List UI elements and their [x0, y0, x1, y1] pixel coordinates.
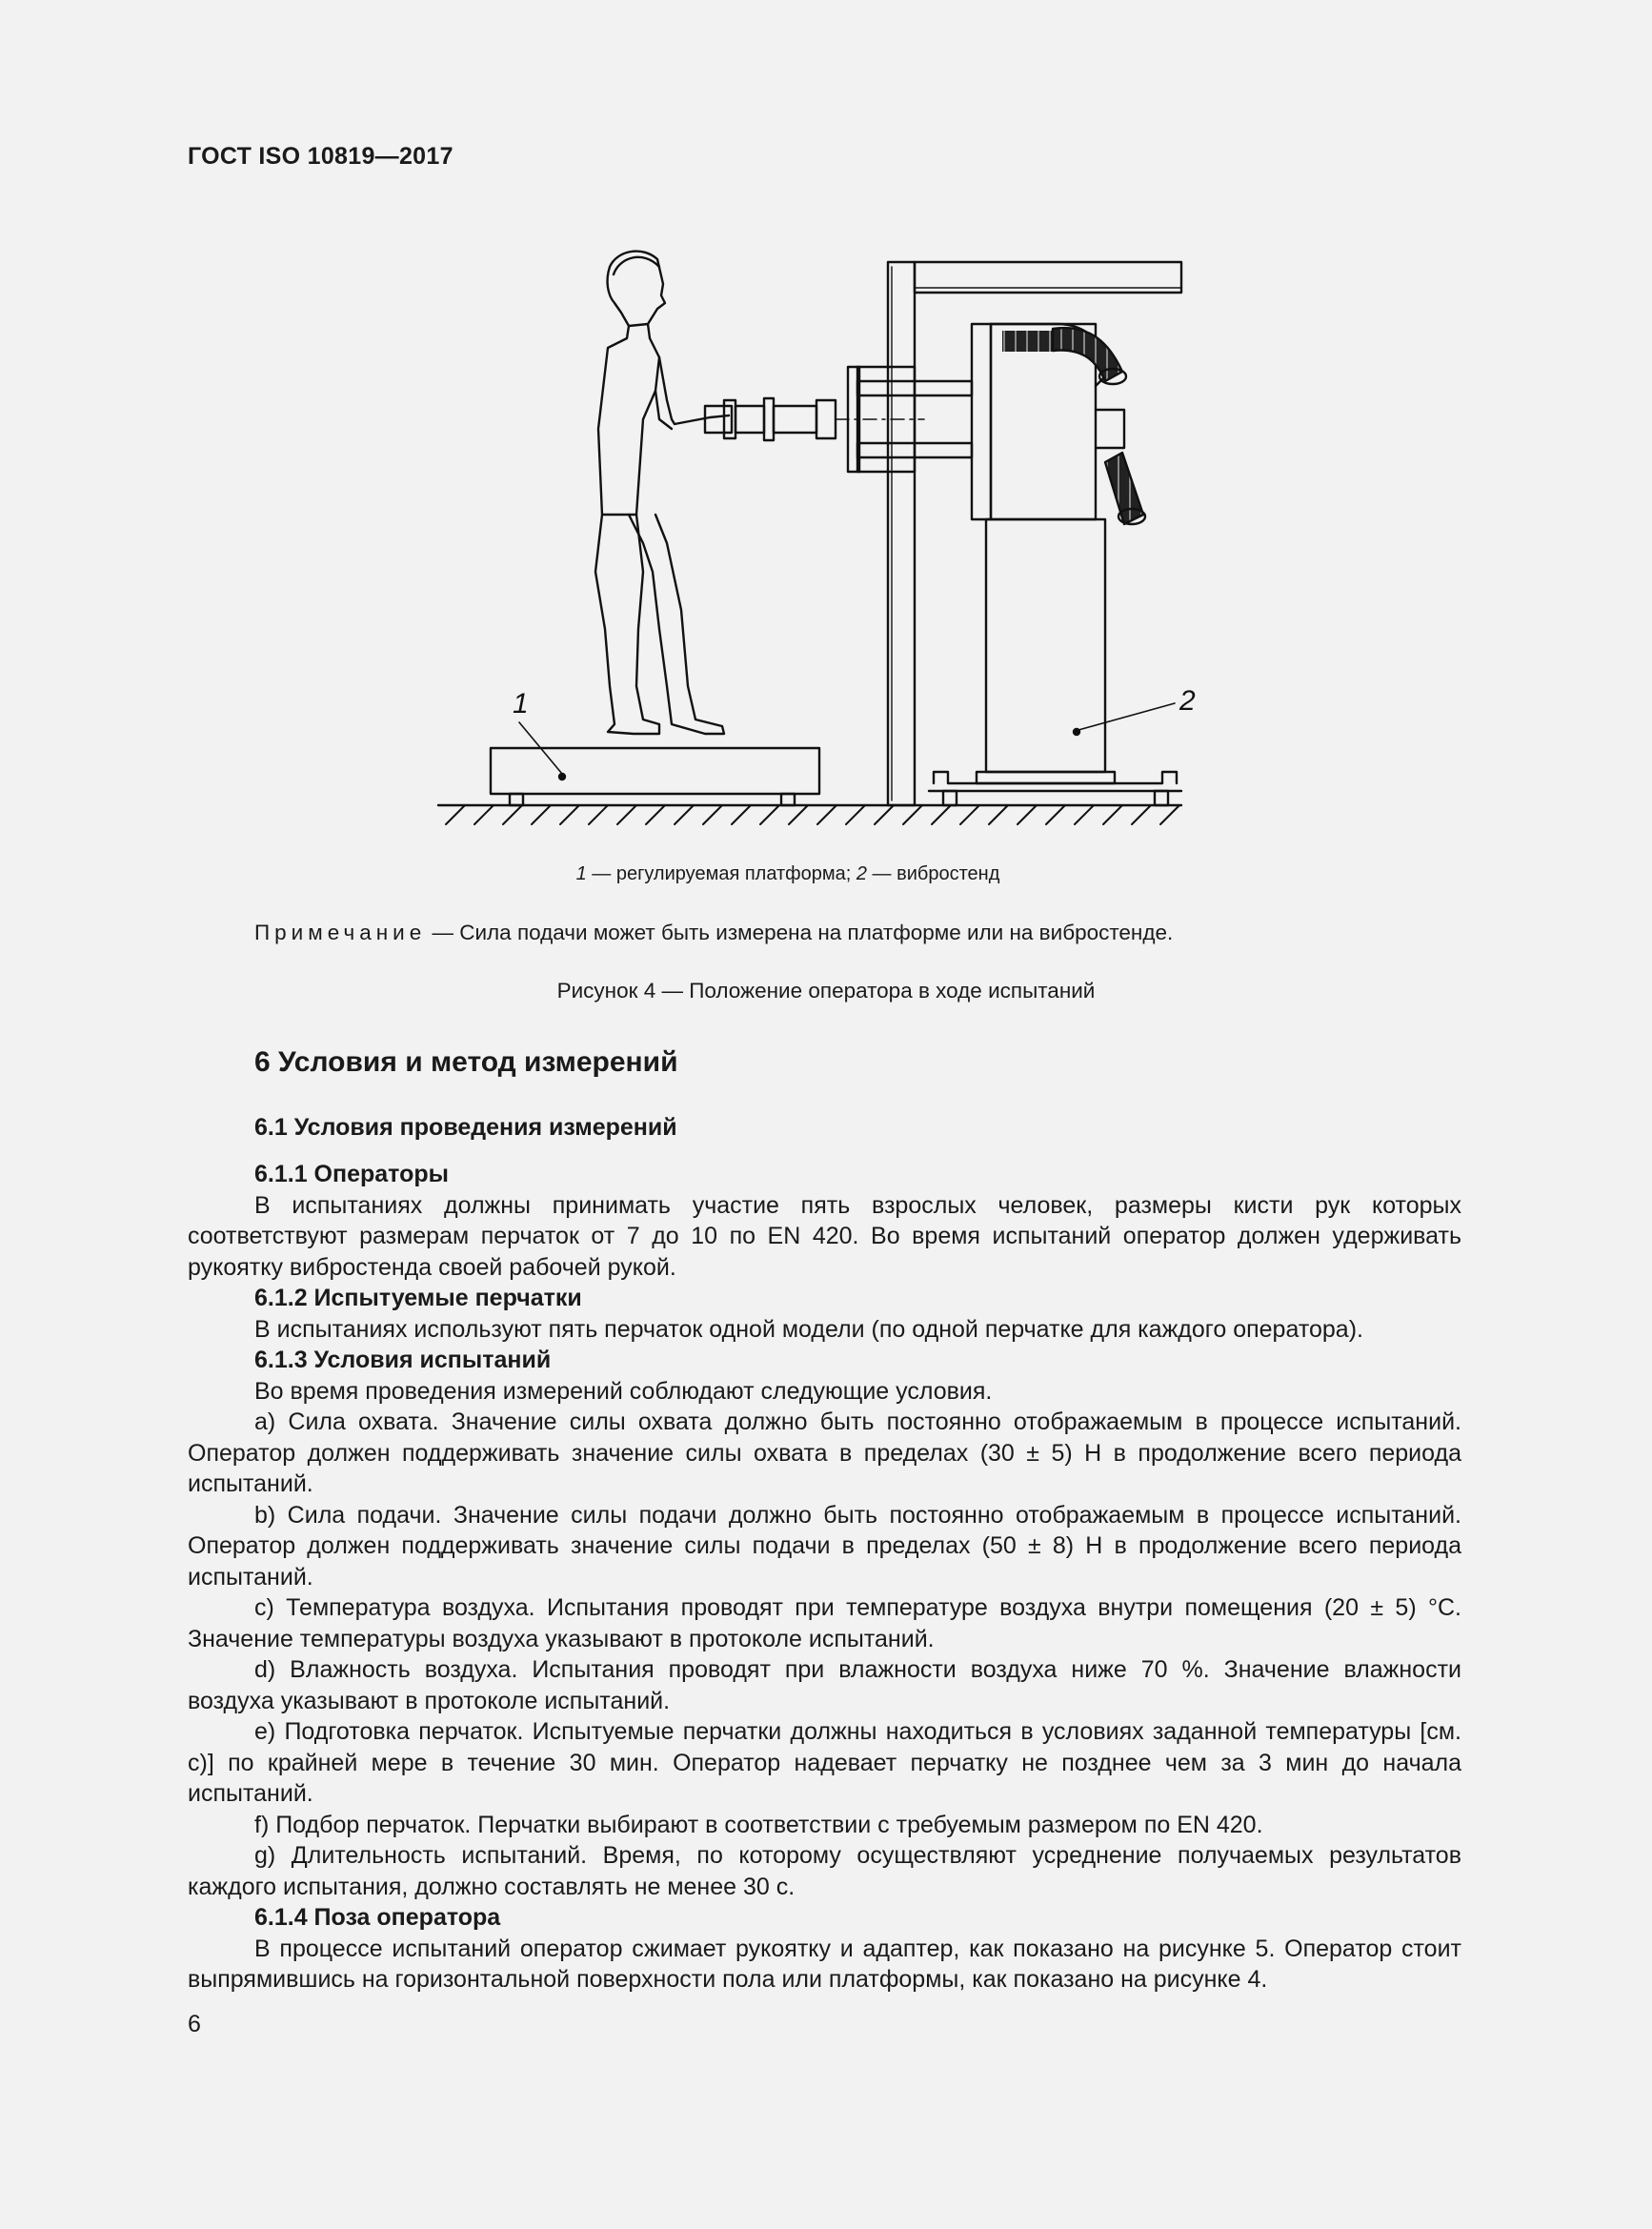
figure-legend [0, 863, 1576, 885]
callouts [513, 685, 1196, 774]
legend-number-1: 1 [575, 863, 587, 884]
callout-2-label: 2 [1179, 685, 1196, 717]
clause-6-1-1-text: В испытаниях должны принимать участие пять взрослых человек, размеры кисти рук которых соответствуют размерам перчаток от 7 до 10 по EN 420. Во время испытаний оператор должен удерживать рукоятку вибростенда своей рабочей рукой. [188, 1191, 1461, 1281]
section-6-body [188, 1042, 1461, 1996]
floor [438, 805, 1181, 824]
legend-text-2: — вибростенд [867, 863, 1000, 884]
condition-a: a) Сила охвата. Значение силы охвата должно быть постоянно отображаемым в процессе испытаний. Оператор должен поддерживать значение силы охвата в пределах (30 ± 5) Н в продолжение всего периода испытаний. [188, 1408, 1461, 1497]
condition-c: c) Температура воздуха. Испытания проводят при температуре воздуха внутри помещения (20 ± 5) °С. Значение температуры воздуха указывают в протоколе испытаний. [188, 1594, 1461, 1652]
handle-adapter [724, 398, 924, 440]
section-title: 6 Условия и метод измерений [254, 1046, 678, 1078]
note-label: Примечание [254, 921, 427, 944]
condition-g: g) Длительность испытаний. Время, по которому осуществляют усреднение получаемых результатов каждого испытания, должно составлять не менее 30 с. [188, 1842, 1461, 1900]
clause-6-1-3-title: 6.1.3 Условия испытаний [254, 1347, 552, 1373]
figure-drawing [438, 229, 1196, 848]
condition-b: b) Сила подачи. Значение силы подачи должно быть постоянно отображаемым в процессе испытаний. Оператор должен поддерживать значение силы подачи в пределах (50 ± 8) Н в продолжение всего периода испытаний. [188, 1501, 1461, 1591]
adjustable-platform [491, 748, 819, 805]
note-text: — Сила подачи может быть измерена на платформе или на вибростенде. [426, 921, 1174, 944]
figure-4-operator-position [438, 229, 1196, 848]
page-number: 6 [188, 2011, 201, 2037]
subsection-6-1-title: 6.1 Условия проведения измерений [254, 1114, 677, 1141]
callout-1-label: 1 [513, 688, 529, 719]
document-header: ГОСТ ISO 10819—2017 [188, 143, 453, 170]
condition-e: e) Подготовка перчаток. Испытуемые перчатки должны находиться в условиях заданной температуры [см. c)] по крайней мере в течение 30 мин. Оператор надевает перчатку не позднее чем за 3 мин до начала испытаний. [188, 1718, 1461, 1807]
condition-d: d) Влажность воздуха. Испытания проводят при влажности воздуха ниже 70 %. Значение влажности воздуха указывают в протоколе испытаний. [188, 1656, 1461, 1714]
clause-6-1-3-intro: Во время проведения измерений соблюдают следующие условия. [254, 1377, 993, 1405]
clause-6-1-1-title: 6.1.1 Операторы [254, 1161, 449, 1187]
figure-note [254, 921, 1173, 945]
clause-6-1-2-title: 6.1.2 Испытуемые перчатки [254, 1285, 582, 1311]
condition-f: f) Подбор перчаток. Перчатки выбирают в соответствии с требуемым размером по EN 420. [254, 1811, 1263, 1838]
operator-figure [595, 252, 732, 734]
figure-caption: Рисунок 4 — Положение оператора в ходе испытаний [556, 979, 1096, 1003]
clause-6-1-4-text: В процессе испытаний оператор сжимает рукоятку и адаптер, как показано на рисунке 5. Оператор стоит выпрямившись на горизонтальной поверхности пола или платформы, как показано на рисунке 4. [188, 1935, 1461, 1993]
clause-6-1-2-text: В испытаниях используют пять перчаток одной модели (по одной перчатке для каждого оператора). [254, 1315, 1363, 1343]
clause-6-1-4-title: 6.1.4 Поза оператора [254, 1904, 501, 1931]
legend-number-2: 2 [856, 863, 867, 884]
legend-text-1: — регулируемая платформа; [586, 863, 856, 884]
